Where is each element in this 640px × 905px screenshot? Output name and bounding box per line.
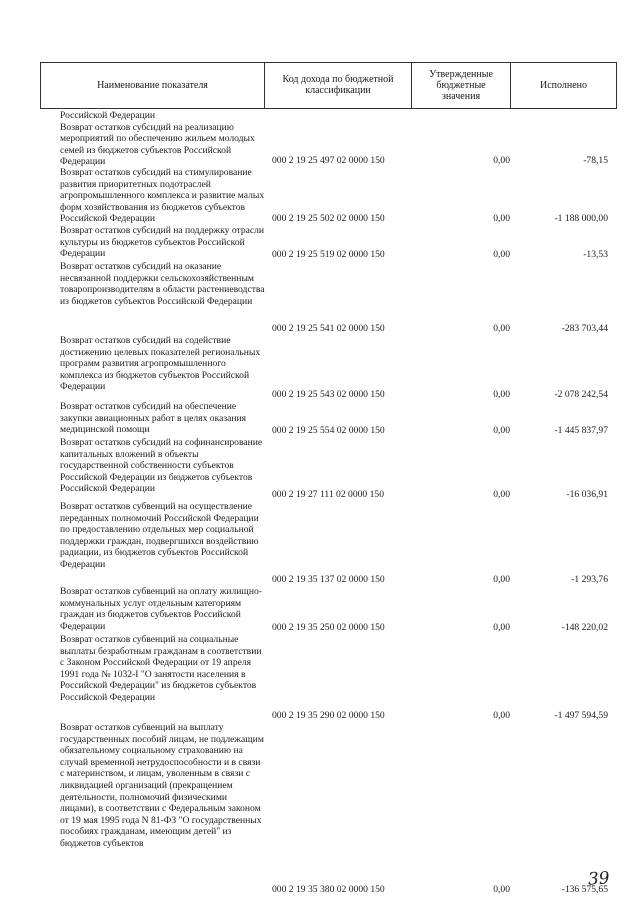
table-row — [0, 225, 640, 261]
row-name: Возврат остатков субвенций на выплату государственных пособий лицам, не подлежащим обязательному социальному страхованию на случай временной нетрудоспособности и в связи с материнством, и лицам, уволенным в связи с ликвидацией организаций (прекращением деятельности, полномочий физическими лицами), в соответствии с Федеральным законом от 19 мая 1995 года N 81-ФЗ "О государственных пособиях гражданам, имеющим детей" из бюджетов субъектов — [60, 722, 264, 849]
row-executed: -1 445 837,97 — [554, 425, 608, 437]
row-code: 000 2 19 35 250 02 0000 150 — [272, 622, 385, 634]
row-code: 000 2 19 35 290 02 0000 150 — [272, 710, 385, 722]
row-executed: -148 220,02 — [561, 622, 608, 634]
row-executed: -78,15 — [583, 155, 608, 167]
table-row — [0, 722, 640, 896]
table-row — [0, 110, 640, 167]
row-name: Возврат остатков субсидий на оказание несвязанной поддержки сельскохозяйственным товаропроизводителям в области растениеводства из бюджетов субъектов Российской Федерации — [60, 261, 265, 307]
header-approved: Утвержденные бюджетные значения — [429, 68, 493, 102]
row-approved: 0,00 — [493, 884, 510, 896]
row-executed: -1 293,76 — [571, 574, 608, 586]
row-code: 000 2 19 35 137 02 0000 150 — [272, 574, 385, 586]
row-approved: 0,00 — [493, 213, 510, 225]
row-name: Возврат остатков субвенций на осуществление переданных полномочий Российской Федерации по предоставлению отдельных мер социальной поддержки граждан, подвергшихся воздействию радиации, из бюджетов субъектов Российской Федерации — [60, 501, 259, 570]
row-code: 000 2 19 35 380 02 0000 150 — [272, 884, 385, 896]
row-approved: 0,00 — [493, 323, 510, 335]
row-approved: 0,00 — [493, 389, 510, 401]
row-executed: -1 188 000,00 — [554, 213, 608, 225]
row-name: Возврат остатков субсидий на поддержку отрасли культуры из бюджетов субъектов Российской Федерации — [60, 225, 265, 260]
row-executed: -2 078 242,54 — [554, 389, 608, 401]
header-executed: Исполнено — [539, 79, 587, 91]
row-executed: -1 497 594,59 — [554, 710, 608, 722]
header-name: Наименование показателя — [97, 79, 208, 91]
row-code: 000 2 19 25 541 02 0000 150 — [272, 323, 385, 335]
table-row — [0, 437, 640, 501]
row-approved: 0,00 — [493, 622, 510, 634]
table-row — [0, 167, 640, 225]
row-code: 000 2 19 25 543 02 0000 150 — [272, 389, 385, 401]
header-code: Код дохода по бюджетной классификации — [282, 74, 394, 96]
row-name: Возврат остатков субсидий на обеспечение закупки авиационных работ в целях оказания медицинской помощи — [60, 401, 247, 436]
page-number: 39 — [587, 868, 611, 890]
row-executed: -283 703,44 — [561, 323, 608, 335]
row-name: Российской Федерации Возврат остатков субсидий на реализацию мероприятий по обеспечению жильем молодых семей из бюджетов субъектов Российской Федерации — [60, 110, 255, 168]
table-row — [0, 401, 640, 437]
header-border-right — [616, 62, 617, 108]
table-row — [0, 501, 640, 586]
row-code: 000 2 19 25 502 02 0000 150 — [272, 213, 385, 225]
row-code: 000 2 19 25 497 02 0000 150 — [272, 155, 385, 167]
row-approved: 0,00 — [493, 155, 510, 167]
row-executed: -16 036,91 — [566, 489, 608, 501]
table-row — [0, 634, 640, 722]
row-name: Возврат остатков субсидий на софинансирование капитальных вложений в объекты государственной собственности субъектов Российской Федерации из бюджетов субъектов Российской Федерации — [60, 437, 263, 495]
row-approved: 0,00 — [493, 574, 510, 586]
row-code: 000 2 19 25 519 02 0000 150 — [272, 249, 385, 261]
row-name: Возврат остатков субсидий на содействие достижению целевых показателей региональных программ развития агропромышленного комплекса из бюджетов субъектов Российской Федерации — [60, 335, 261, 393]
row-executed: -13,53 — [583, 249, 608, 261]
row-executed: -136 575,65 — [561, 884, 608, 896]
row-approved: 0,00 — [493, 710, 510, 722]
row-approved: 0,00 — [493, 249, 510, 261]
table-row — [0, 261, 640, 335]
row-code: 000 2 19 27 111 02 0000 150 — [272, 489, 385, 501]
header-bottom-border — [40, 108, 617, 109]
row-name: Возврат остатков субсидий на стимулирование развития приоритетных подотраслей агропромышленного комплекса и развитие малых форм хозяйствования из бюджетов субъектов Российской Федерации — [60, 167, 265, 225]
table-row — [0, 586, 640, 634]
row-code: 000 2 19 25 554 02 0000 150 — [272, 425, 385, 437]
row-name: Возврат остатков субвенций на оплату жилищно-коммунальных услуг отдельным категориям граждан из бюджетов субъектов Российской Федерации — [60, 586, 262, 632]
table-row — [0, 335, 640, 401]
row-approved: 0,00 — [493, 489, 510, 501]
row-name: Возврат остатков субвенций на социальные выплаты безработным гражданам в соответствии с Законом Российской Федерации от 19 апреля 1991 года № 1032-I "О занятости населения в Российской Федерации" из бюджетов субъектов Российской Федерации — [60, 634, 262, 703]
row-approved: 0,00 — [493, 425, 510, 437]
